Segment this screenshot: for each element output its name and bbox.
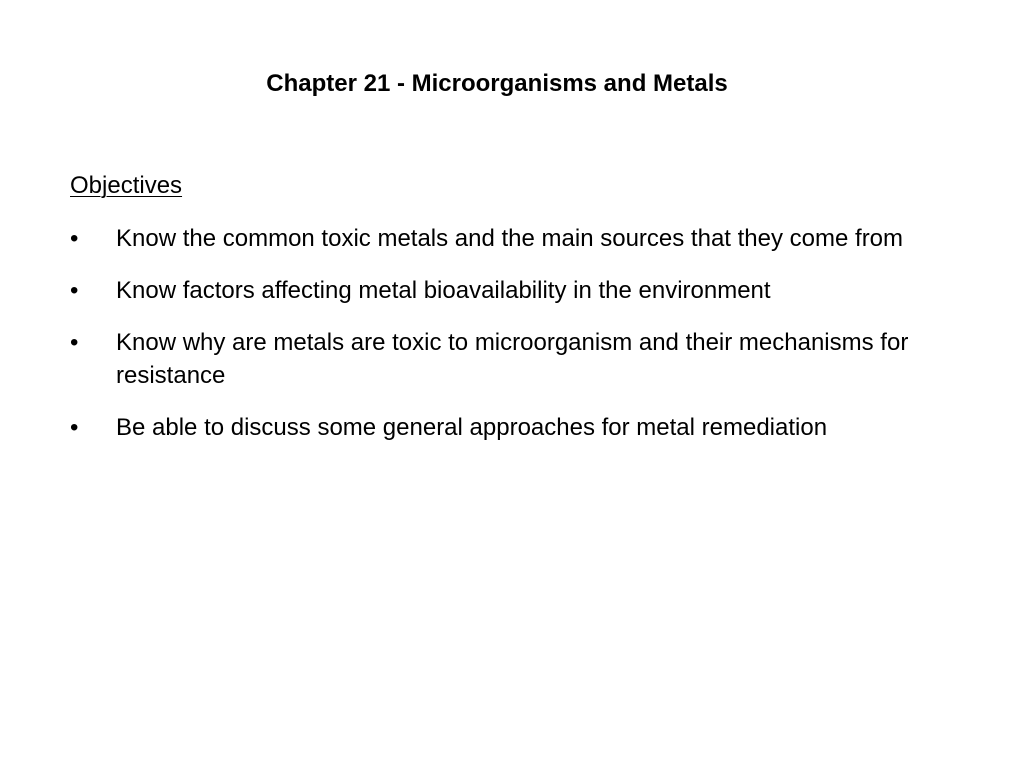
objective-item-2 [70, 274, 990, 307]
objective-text: Know factors affecting metal bioavailability in the environment [116, 277, 771, 304]
page-title: Chapter 21 - Microorganisms and Metals [266, 70, 728, 97]
objective-text: Know the common toxic metals and the main sources that they come from [116, 225, 904, 252]
objective-item-1 [70, 222, 990, 255]
objective-item-4 [70, 411, 990, 444]
bullet-icon: • [70, 414, 79, 441]
bullet-icon: • [70, 277, 79, 304]
objective-item-3 [70, 326, 990, 392]
bullet-icon: • [70, 329, 79, 356]
objectives-list [70, 222, 990, 463]
objectives-heading: Objectives [70, 172, 183, 199]
objective-text: Know why are metals are toxic to microorganism and their mechanisms for resistance [116, 329, 909, 389]
objective-text: Be able to discuss some general approaches for metal remediation [116, 414, 828, 441]
bullet-icon: • [70, 225, 79, 252]
